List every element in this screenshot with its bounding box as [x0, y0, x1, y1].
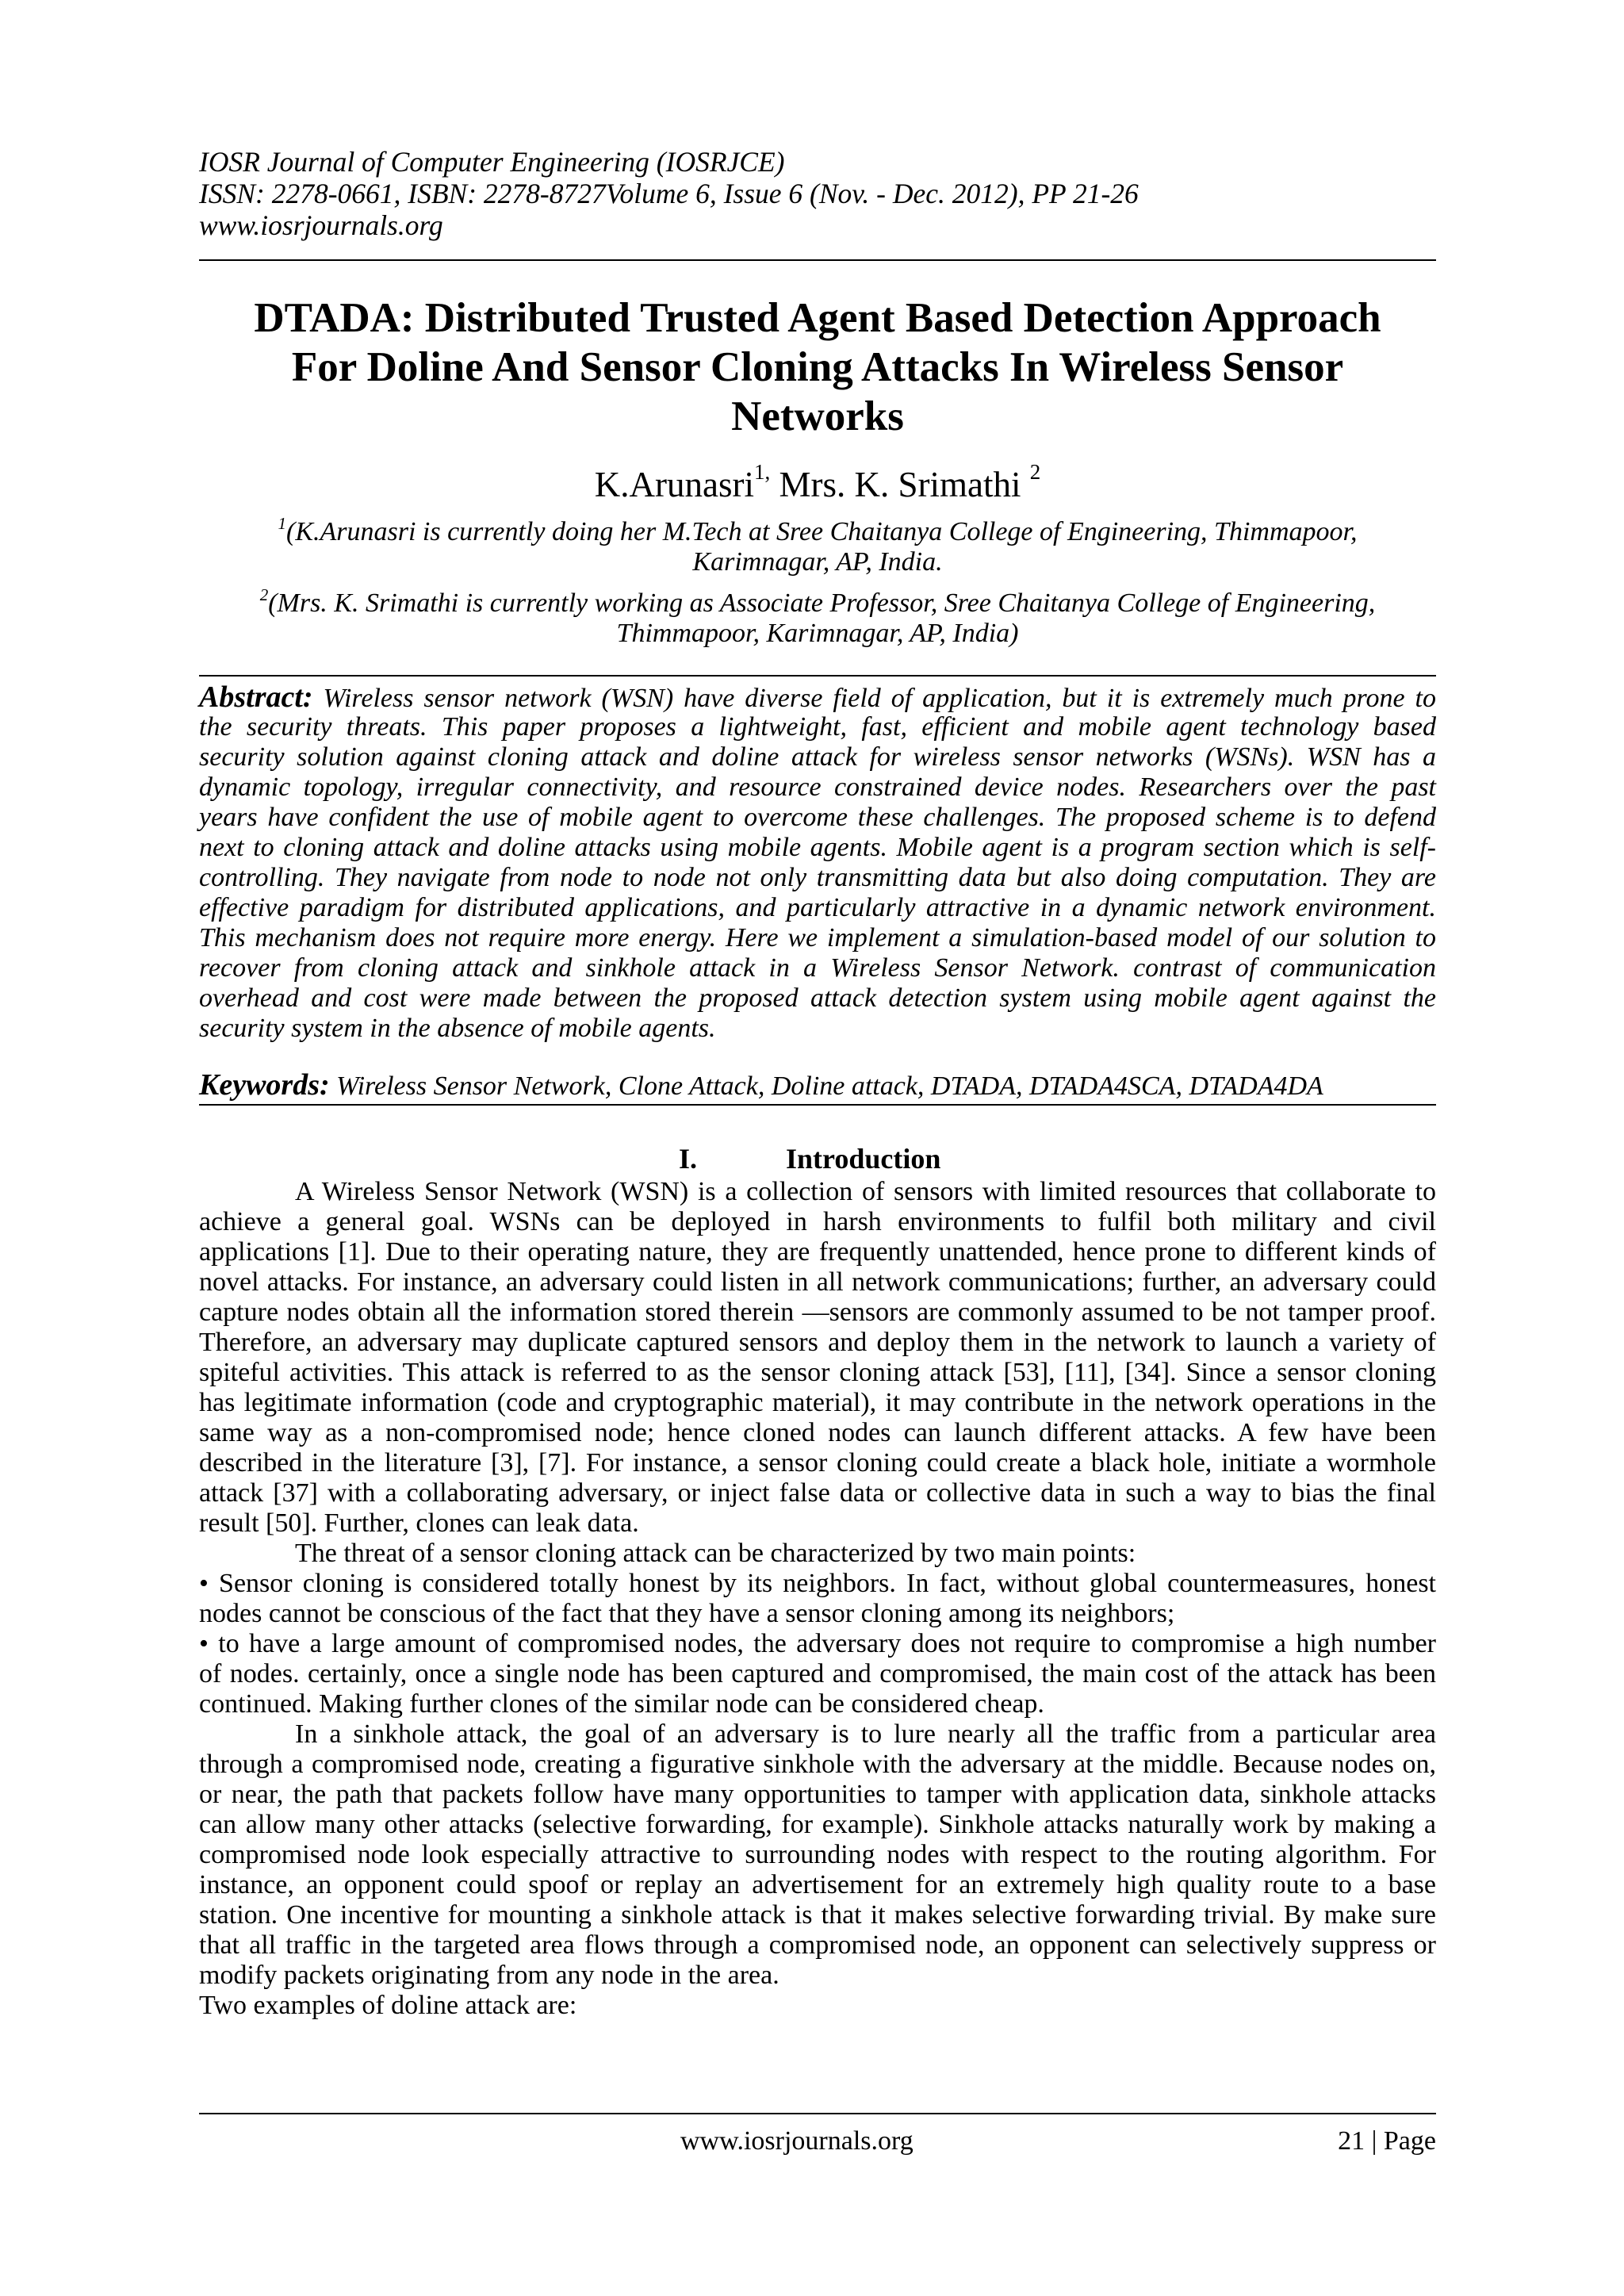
abstract-line: controlling. They navigate from node to node not only transmitting data but also doing computation. They are [199, 863, 1436, 892]
body-line: nodes cannot be conscious of the fact that they have a sensor cloning among its neighbors; [199, 1599, 1175, 1628]
abstract [199, 682, 1436, 1044]
body-line: novel attacks. For instance, an adversary could listen in all network communications; further, an adversary could [199, 1267, 1436, 1297]
body-line: capture nodes obtain all the information stored therein —sensors are commonly assumed to be not tamper proof. [199, 1297, 1436, 1327]
abstract-line: next to cloning attack and doline attacks using mobile agents. Mobile agent is a program section which is self- [199, 833, 1436, 862]
author-name: Mrs. K. Srimathi [770, 465, 1030, 504]
body-line: instance, an opponent could spoof or replay an advertisement for an extremely high quality route to a base [199, 1870, 1436, 1899]
author-list [199, 460, 1436, 506]
body-line: result [50]. Further, clones can leak data. [199, 1508, 639, 1538]
header-divider [199, 259, 1436, 261]
footer-divider [199, 2113, 1436, 2114]
title-line: For Doline And Sensor Cloning Attacks In Wireless Sensor [291, 344, 1344, 390]
body-line: Two examples of doline attack are: [199, 1991, 577, 2020]
keywords-text: Wireless Sensor Network, Clone Attack, Doline attack, DTADA, DTADA4SCA, DTADA4DA [329, 1071, 1323, 1101]
affiliation-text: Karimnagar, AP, India. [692, 547, 943, 577]
affiliation [199, 514, 1436, 577]
body-line: In a sinkhole attack, the goal of an adversary is to lure nearly all the traffic from a particular area [295, 1719, 1436, 1749]
body-line: spiteful activities. This attack is referred to as the sensor cloning attack [53], [11], [34]. Since a sensor cloning [199, 1358, 1436, 1387]
abstract-line: the security threats. This paper proposes a lightweight, fast, efficient and mobile agent technology based [199, 712, 1436, 742]
affiliation [199, 585, 1436, 649]
body-line: or near, the path that packets follow have many opportunities to tamper with application data, sinkhole attacks [199, 1780, 1436, 1809]
keywords-label: Keywords: [199, 1068, 330, 1102]
author-superscript: 1, [753, 460, 771, 484]
body-line: modify packets originating from any node in the area. [199, 1961, 779, 1990]
affiliation-superscript: 1 [278, 514, 286, 533]
body-line: achieve a general goal. WSNs can be deployed in harsh environments to fulfil both military and civil [199, 1207, 1436, 1236]
body-line: • Sensor cloning is considered totally honest by its neighbors. In fact, without global countermeasures, honest [199, 1569, 1436, 1598]
keywords-divider [199, 1104, 1436, 1106]
body-line: attack [37] with a collaborating adversary, or inject false data or collective data in such a way to bias the final [199, 1478, 1436, 1508]
affiliation-superscript: 2 [259, 585, 269, 604]
affiliation-text: Thimmapoor, Karimnagar, AP, India) [616, 619, 1019, 648]
abstract-line: security solution against cloning attack and doline attack for wireless sensor networks (WSNs). WSN has a [199, 742, 1436, 772]
body-line: station. One incentive for mounting a sinkhole attack is that it makes selective forwarding trivial. By make sure [199, 1900, 1436, 1930]
journal-header [199, 146, 1436, 241]
affiliation-text: (K.Arunasri is currently doing her M.Tech at Sree Chaitanya College of Engineering, Thimmapoor, [286, 517, 1358, 546]
body-line: • to have a large amount of compromised nodes, the adversary does not require to compromise a high number [199, 1629, 1436, 1658]
body-line: that all traffic in the targeted area flows through a compromised node, an opponent can selectively suppress or [199, 1930, 1436, 1960]
abstract-line: overhead and cost were made between the proposed attack detection system using mobile agent against the [199, 983, 1436, 1013]
body-line: continued. Making further clones of the similar node can be considered cheap. [199, 1689, 1044, 1719]
body-line: A Wireless Sensor Network (WSN) is a collection of sensors with limited resources that collaborate to [295, 1177, 1436, 1206]
body-line: has legitimate information (code and cryptographic material), it may contribute in the network operations in the [199, 1388, 1436, 1417]
journal-name: IOSR Journal of Computer Engineering (IOSRJCE) [199, 146, 785, 178]
body-line: Therefore, an adversary may duplicate captured sensors and deploy them in the network to launch a variety of [199, 1328, 1436, 1357]
abstract-line: years have confident the use of mobile agent to overcome these challenges. The proposed scheme is to defend [199, 803, 1436, 832]
journal-issn: ISSN: 2278-0661, ISBN: 2278-8727Volume 6, Issue 6 (Nov. - Dec. 2012), PP 21-26 [199, 178, 1139, 209]
body-line: The threat of a sensor cloning attack can be characterized by two main points: [295, 1539, 1136, 1568]
body-line: of nodes. certainly, once a single node has been captured and compromised, the main cost of the attack has been [199, 1659, 1436, 1688]
author-name: K.Arunasri [594, 465, 754, 504]
introduction-body [199, 1177, 1436, 2021]
keywords [199, 1069, 1436, 1102]
page-number: 21 | Page [1338, 2126, 1436, 2156]
body-line: compromised node look especially attractive to surrounding nodes with respect to the routing algorithm. For [199, 1840, 1436, 1869]
title-line: Networks [731, 393, 904, 439]
section-number: I. [679, 1143, 698, 1175]
section-title: Introduction [786, 1143, 941, 1175]
body-line: can allow many other attacks (selective forwarding, for example). Sinkhole attacks naturally work by making a [199, 1810, 1436, 1839]
author-superscript: 2 [1029, 460, 1041, 484]
abstract-line: effective paradigm for distributed applications, and particularly attractive in a dynamic network environment. [199, 893, 1436, 922]
body-line: described in the literature [3], [7]. For instance, a sensor cloning could create a black hole, initiate a wormhole [199, 1448, 1436, 1478]
body-line: applications [1]. Due to their operating nature, they are frequently unattended, hence prone to different kinds of [199, 1237, 1436, 1267]
abstract-line: recover from cloning attack and sinkhole attack in a Wireless Sensor Network. contrast of communication [199, 953, 1436, 983]
affiliation-text: (Mrs. K. Srimathi is currently working as Associate Professor, Sree Chaitanya College of Engineering, [268, 588, 1376, 618]
title-line: DTADA: Distributed Trusted Agent Based Detection Approach [254, 295, 1381, 341]
abstract-line: This mechanism does not require more energy. Here we implement a simulation-based model of our solution to [199, 923, 1436, 953]
abstract-label: Abstract: [199, 680, 313, 714]
journal-website[interactable]: www.iosrjournals.org [199, 209, 443, 241]
body-line: through a compromised node, creating a figurative sinkhole with the adversary at the middle. Because nodes on, [199, 1750, 1436, 1779]
abstract-line: Wireless sensor network (WSN) have diverse field of application, but it is extremely much prone to [312, 684, 1436, 713]
abstract-line: dynamic topology, irregular connectivity, and resource constrained device nodes. Researchers over the past [199, 772, 1436, 802]
body-line: same way as a non-compromised node; hence cloned nodes can launch different attacks. A few have been [199, 1418, 1436, 1447]
abstract-divider [199, 675, 1436, 677]
footer-website[interactable]: www.iosrjournals.org [680, 2126, 914, 2156]
abstract-line: security system in the absence of mobile agents. [199, 1014, 716, 1043]
paper-title [199, 293, 1436, 441]
